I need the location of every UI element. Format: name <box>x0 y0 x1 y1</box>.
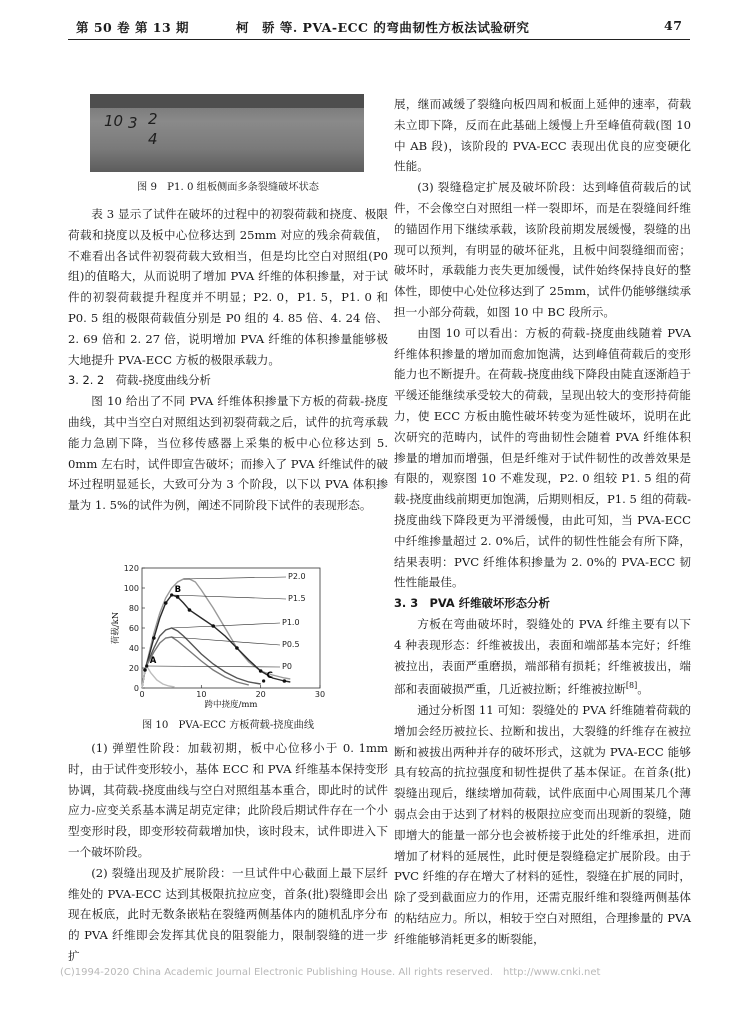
legend-leader <box>147 666 280 667</box>
y-tick-label: 0 <box>133 684 139 693</box>
journal-issue: 第 50 卷 第 13 期 <box>76 20 190 35</box>
photo-mark: 2 <box>148 110 158 128</box>
key-point-label: B <box>174 585 182 595</box>
right-column <box>394 94 691 950</box>
paragraph: 表 3 显示了试件在破坏的过程中的初裂荷载和挠度、极限荷载和挠度以及板中心位移达到 25mm 对应的残余荷载值，不难看出各试件初裂荷载大致相当，但是均比空白对照组(P0 组)的值略大，从而说明了增加 PVA 纤维的体积掺量，对于试件的初裂荷载提升程度并不明显；P2. 0，P1. 5，P1. 0 和 P0. 5 组的极限荷载值分别是 P0 组的 4. 85 倍、4. 24 倍、2. 69 倍和 2. 27 倍，说明增加 PVA 纤维的体积掺量能够极大地提升 PVA-ECC 方板的极限承载力。 <box>68 207 388 367</box>
legend-label: P1.5 <box>288 594 306 603</box>
plot-frame <box>142 568 320 688</box>
paragraph-text: 方板在弯曲破坏时，裂缝处的 PVA 纤维主要有以下 4 种表现形态：纤维被拔出，表面和端部基本完好；纤维被拉出，表面严重磨损，端部稍有损耗；纤维被拔出，端部和表面破损严重，几近被拉断；纤维被拉断 <box>394 616 691 697</box>
figure-10-caption: 图 10 PVA-ECC 方板荷载-挠度曲线 <box>141 720 315 731</box>
paragraph: 图 10 给出了不同 PVA 纤维体积掺量下方板的荷载-挠度曲线，其中当空白对照组达到初裂荷载之后，试件的抗弯承载能力急剧下降，当位移传感器上采集的板中心位移达到 5. 0mm 左右时，试件即宣告破坏；而掺入了 PVA 纤维试件的破坏过程明显延长，大致可分为 3 个阶段，以下以 PVA 体积掺量为 1. 5%的试件为例，阐述不同阶段下试件的表现形态。 <box>68 394 388 513</box>
legend-label: P2.0 <box>288 572 306 581</box>
paragraph: (2) 裂缝出现及扩展阶段：一旦试件中心截面上最下层纤维处的 PVA-ECC 达到其极限抗拉应变，首条(批)裂缝即会出现在板底，此时无数条嵌粘在裂缝两侧基体内的随机乱序分布的 PVA 纤维即会发挥其优良的阻裂能力，限制裂缝的进一步扩 <box>68 865 388 963</box>
series-line-P0 <box>142 666 175 688</box>
y-tick-label: 60 <box>128 624 139 633</box>
x-tick-label: 10 <box>196 690 207 699</box>
reference-mark: [8] <box>625 681 638 691</box>
p1-5-marker <box>188 608 192 612</box>
legend-label: P0 <box>282 662 292 671</box>
x-tick-label: 20 <box>255 690 266 699</box>
section-heading: 3. 3 PVA 纤维破坏形态分析 <box>394 596 550 611</box>
key-point-marker <box>145 664 148 667</box>
y-tick-label: 40 <box>128 644 139 653</box>
p1-5-marker <box>283 679 287 683</box>
key-point-label: A <box>149 656 157 666</box>
p1-5-marker <box>143 668 147 672</box>
y-tick-label: 100 <box>123 584 139 593</box>
p1-5-marker <box>211 624 215 628</box>
p1-5-marker <box>164 601 168 605</box>
p1-5-marker <box>235 646 239 650</box>
key-point-marker <box>262 679 265 682</box>
photo-top-edge <box>90 94 364 108</box>
legend-label: P1.0 <box>282 618 300 627</box>
legend-leader <box>184 577 286 579</box>
p1-5-marker <box>259 669 263 673</box>
paragraph: 展，继而减缓了裂缝向板四周和板面上延伸的速率，荷载未立即下降，反而在此基础上缓慢上升至峰值荷载(图 10 中 AB 段)，该阶段的 PVA-ECC 表现出优良的应变硬化性能。 <box>394 97 691 174</box>
series-line-P1-0 <box>142 628 261 688</box>
legend-label: P0.5 <box>282 640 300 649</box>
paragraph <box>394 614 691 700</box>
p1-5-marker <box>176 595 180 599</box>
section-heading: 3. 2. 2 荷载-挠度曲线分析 <box>68 373 211 388</box>
y-tick-label: 20 <box>128 664 139 673</box>
key-point-label: C <box>266 671 273 681</box>
photo-mark: 3 <box>128 114 138 132</box>
y-tick-label: 120 <box>123 564 139 573</box>
y-axis-label: 荷载/kN <box>111 611 121 645</box>
figure-9-caption: 图 9 P1. 0 组板侧面多条裂缝破坏状态 <box>137 182 319 193</box>
running-title: 柯 骄 等. PVA-ECC 的弯曲韧性方板法试验研究 <box>236 20 530 35</box>
key-point-marker <box>170 593 173 596</box>
header-rule <box>68 39 690 40</box>
figure-9-photo <box>90 94 364 172</box>
left-column-lower <box>68 738 388 967</box>
figure-10-chart <box>100 560 340 712</box>
copyright-watermark: (C)1994-2020 China Academic Journal Electronic Publishing House. All rights reserved. http://www.cnki.net <box>60 967 601 978</box>
paragraph: (3) 裂缝稳定扩展及破坏阶段：达到峰值荷载后的试件，不会像空白对照组一样一裂即坏，而是在裂缝间纤维的锚固作用下继续承载，该阶段前期发展缓慢，裂缝的出现可以预判，有明显的破坏征兆，且板中间裂缝细而密；破坏时，承载能力丧失更加缓慢，试件始终保持良好的整体性，即使中心处位移达到了 25mm，试件仍能够继续承担一小部分荷载，如图 10 中 BC 段所示。 <box>394 180 691 319</box>
paragraph: 由图 10 可以看出：方板的荷载-挠度曲线随着 PVA 纤维体积掺量的增加而愈加饱满，达到峰值荷载后的变形能力也不断提升。在荷载-挠度曲线下降段由陡直逐渐趋于平缓还能继续承受较大的荷载，呈现出较大的变形持荷能力，使 ECC 方板由脆性破坏转变为延性破坏，说明在此次研究的范畴内，试件的弯曲韧性会随着 PVA 纤维体积掺量的增加而增强，但是纤维对于试件韧性的改善效果是有限的，观察图 10 不难发现，P2. 0 组较 P1. 5 组的荷载-挠度曲线前期更加饱满，后期则相反，P1. 5 组的荷载-挠度曲线下降段更为平滑缓慢，由此可知，当 PVA-ECC 中纤维掺量超过 2. 0%后，试件的韧性性能会有所下降，结果表明：PVC 纤维体积掺量为 2. 0%的 PVA-ECC 韧性性能最佳。 <box>394 325 691 590</box>
x-axis-label: 跨中挠度/mm <box>204 700 258 710</box>
y-tick-label: 80 <box>128 604 139 613</box>
page-number: 47 <box>664 18 683 33</box>
x-tick-label: 0 <box>139 690 145 699</box>
legend-leader <box>172 623 280 628</box>
x-tick-label: 30 <box>314 690 326 699</box>
left-column-upper <box>68 204 388 516</box>
legend-leader <box>172 595 286 599</box>
paragraph: (1) 弹塑性阶段：加载初期，板中心位移小于 0. 1mm 时，由于试件变形较小，基体 ECC 和 PVA 纤维基本保持变形协调，其荷载-挠度曲线与空白对照组基本重合，即此时的试件应力-应变关系基本满足胡克定律；此阶段后期试件存在一个小型变形时段，即变形较荷载增加快，该时段末，试件即进入下一个破坏阶段。 <box>68 741 388 859</box>
p1-5-marker <box>152 636 156 640</box>
paragraph: 通过分析图 11 可知：裂缝处的 PVA 纤维随着荷载的增加会经历被拉长、拉断和拔出，大裂缝的纤维存在被拉断和被拔出两种并存的破坏形式，这就为 PVA-ECC 能够具有较高的抗拉强度和韧性提供了基本保证。在首条(批)裂缝出现后，继续增加荷载，试件底面中心周围某几个薄弱点会由于达到了材料的极限拉应变而出现新的裂缝，随即增大的能量一部分也会被桥接于此处的纤维承担，进而增加了材料的延展性，此时便是裂缝稳定扩展阶段。由于 PVC 纤维的存在增大了材料的延性，裂缝在扩展的同时，除了受到截面应力的作用，还需克服纤维和裂缝两侧基体的粘结应力。所以，相较于空白对照组，合理掺量的 PVA 纤维能够消耗更多的断裂能， <box>394 702 691 946</box>
paragraph-end: 。 <box>637 682 649 697</box>
photo-mark: 10 <box>104 112 124 130</box>
photo-mark: 4 <box>148 130 158 148</box>
